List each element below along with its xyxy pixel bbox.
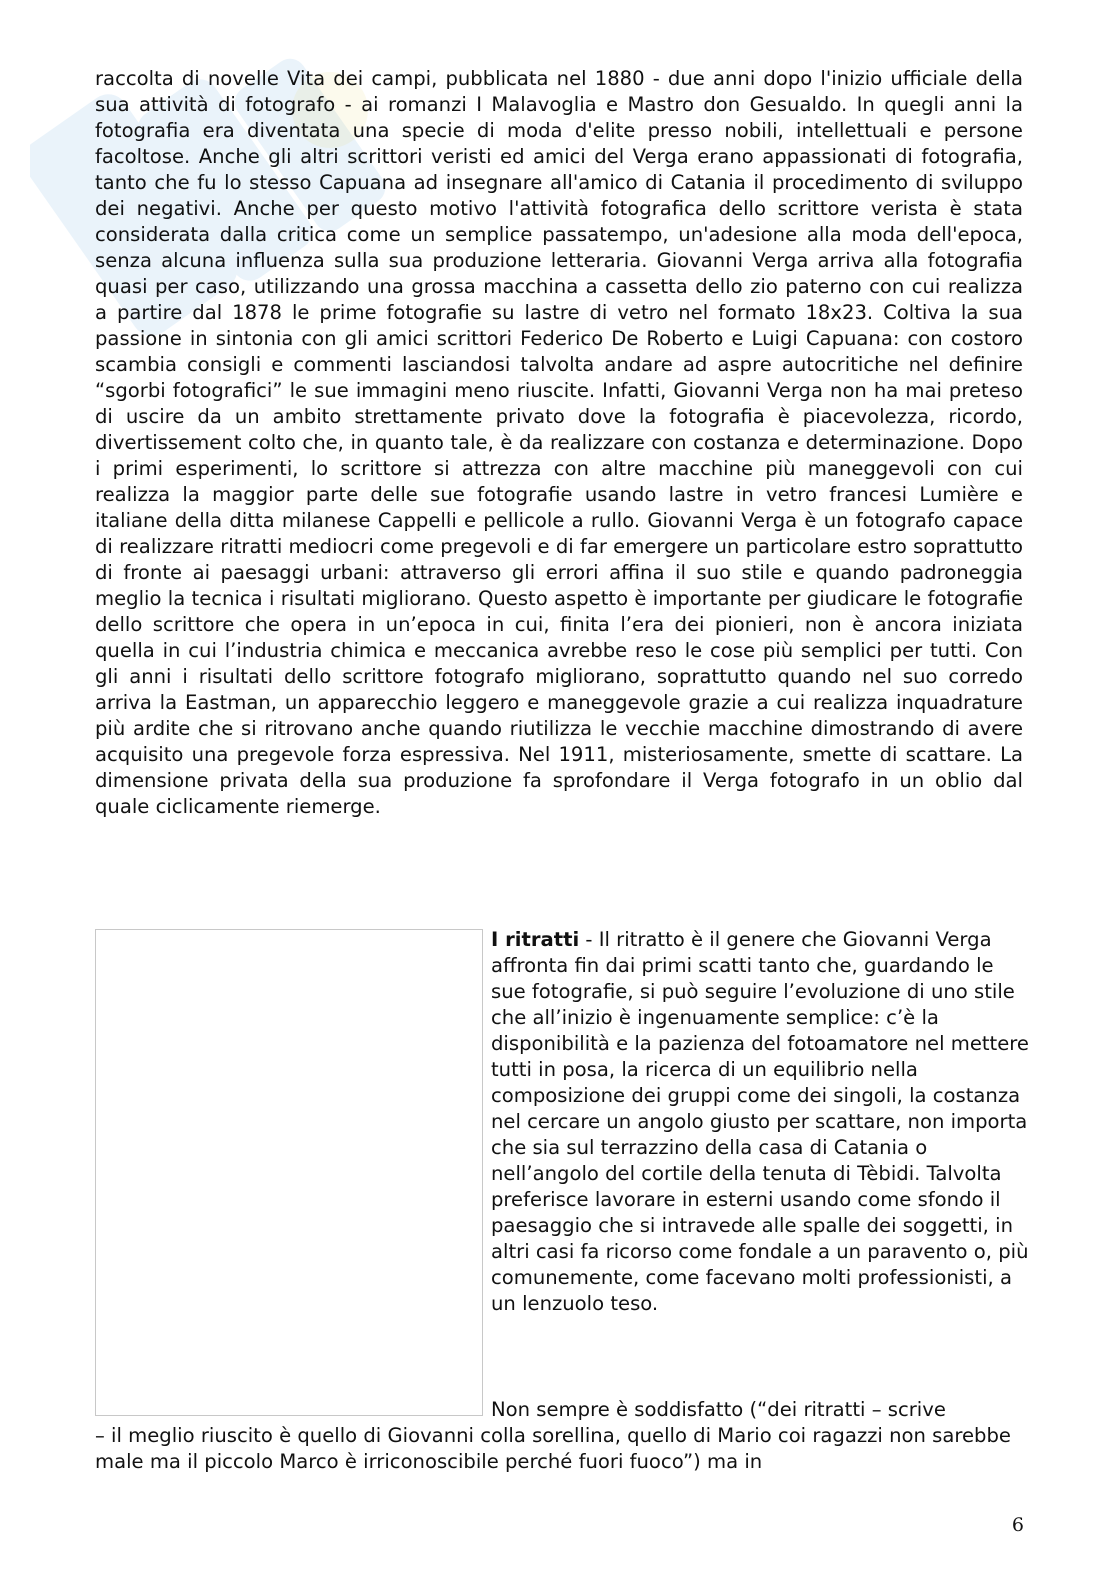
bottom-line-rest: – il meglio riuscito è quello di Giovanni colla sorellina, quello di Mario coi ragazzi non sarebbe male ma il piccolo Marco è irriconoscibile perché fuori fuoco”) ma in (95, 1424, 1011, 1473)
photo-placeholder (95, 929, 483, 1416)
section-heading: I ritratti (491, 928, 580, 951)
heading-separator: - (579, 928, 599, 951)
bottom-line-first: Non sempre è soddisfatto (“dei ritratti – scrive (491, 1398, 946, 1421)
main-text (95, 66, 1023, 820)
ritratti-paragraph (491, 927, 1031, 1317)
page-number: 6 (1011, 1514, 1024, 1536)
main-paragraph: raccolta di novelle Vita dei campi, pubblicata nel 1880 - due anni dopo l'inizio ufficiale della sua attività di fotografo - ai romanzi I Malavoglia e Mastro don Gesualdo. In quegli anni la fotografia era diventata una specie di moda d'elite presso nobili, intellettuali e persone facoltose. Anche gli altri scrittori veristi ed amici del Verga erano appassionati di fotografia, tanto che fu lo stesso Capuana ad insegnare all'amico di Catania il procedimento di sviluppo dei negativi. Anche per questo motivo l'attività fotografica dello scrittore verista è stata considerata dalla critica come un semplice passatempo, un'adesione alla moda dell'epoca, senza alcuna influenza sulla sua produzione letteraria. Giovanni Verga arriva alla fotografia quasi per caso, utilizzando una grossa macchina a cassetta dello zio paterno con cui realizza a partire dal 1878 le prime fotografie su lastre di vetro nel formato 18x23. Coltiva la sua passione in sintonia con gli amici scrittori Federico De Roberto e Luigi Capuana: con costoro scambia consigli e commenti lasciandosi talvolta andare ad aspre autocritiche nel definire “sgorbi fotografici” le sue immagini meno riuscite. Infatti, Giovanni Verga non ha mai preteso di uscire da un ambito strettamente privato dove la fotografia è piacevolezza, ricordo, divertissement colto che, in quanto tale, è da realizzare con costanza e determinazione. Dopo i primi esperimenti, lo scrittore si attrezza con altre macchine più maneggevoli con cui realizza la maggior parte delle sue fotografie usando lastre in vetro francesi Lumière e italiane della ditta milanese Cappelli e pellicole a rullo. Giovanni Verga è un fotografo capace di realizzare ritratti mediocri come pregevoli e di far emergere un particolare estro soprattutto di fronte ai paesaggi urbani: attraverso gli errori affina il suo stile e quando padroneggia meglio la tecnica i risultati migliorano. Questo aspetto è importante per giudicare le fotografie dello scrittore che opera in un’epoca in cui, finita l’era dei pionieri, non è ancora iniziata quella in cui l’industria chimica e meccanica avrebbe reso le cose più semplici per tutti. Con gli anni i risultati dello scrittore fotografo migliorano, soprattutto quando nel suo corredo arriva la Eastman, un apparecchio leggero e maneggevole grazie a cui realizza inquadrature più ardite che si ritrovano anche quando riutilizza le vecchie macchine dimostrando di avere acquisito una pregevole forza espressiva. Nel 1911, misteriosamente, smette di scattare. La dimensione privata della sua produzione fa sprofondare il Verga fotografo in un oblio dal quale ciclicamente riemerge. (95, 67, 1023, 818)
section-body: Il ritratto è il genere che Giovanni Verga affronta fin dai primi scatti tanto che, guardando le sue fotografie, si può seguire l’evoluzione di uno stile che all’inizio è ingenuamente semplice: c’è la disponibilità e la pazienza del fotoamatore nel mettere tutti in posa, la ricerca di un equilibrio nella composizione dei gruppi come dei singoli, la costanza nel cercare un angolo giusto per scattare, non importa che sia sul terrazzino della casa di Catania o nell’angolo del cortile della tenuta di Tèbidi. Talvolta preferisce lavorare in esterni usando come sfondo il paesaggio che si intravede alle spalle dei soggetti, in altri casi fa ricorso come fondale a un paravento o, più comunemente, come facevano molti professionisti, a un lenzuolo teso. (491, 928, 1029, 1315)
bottom-text (95, 1397, 1023, 1475)
ritratti-section (491, 927, 1031, 1317)
